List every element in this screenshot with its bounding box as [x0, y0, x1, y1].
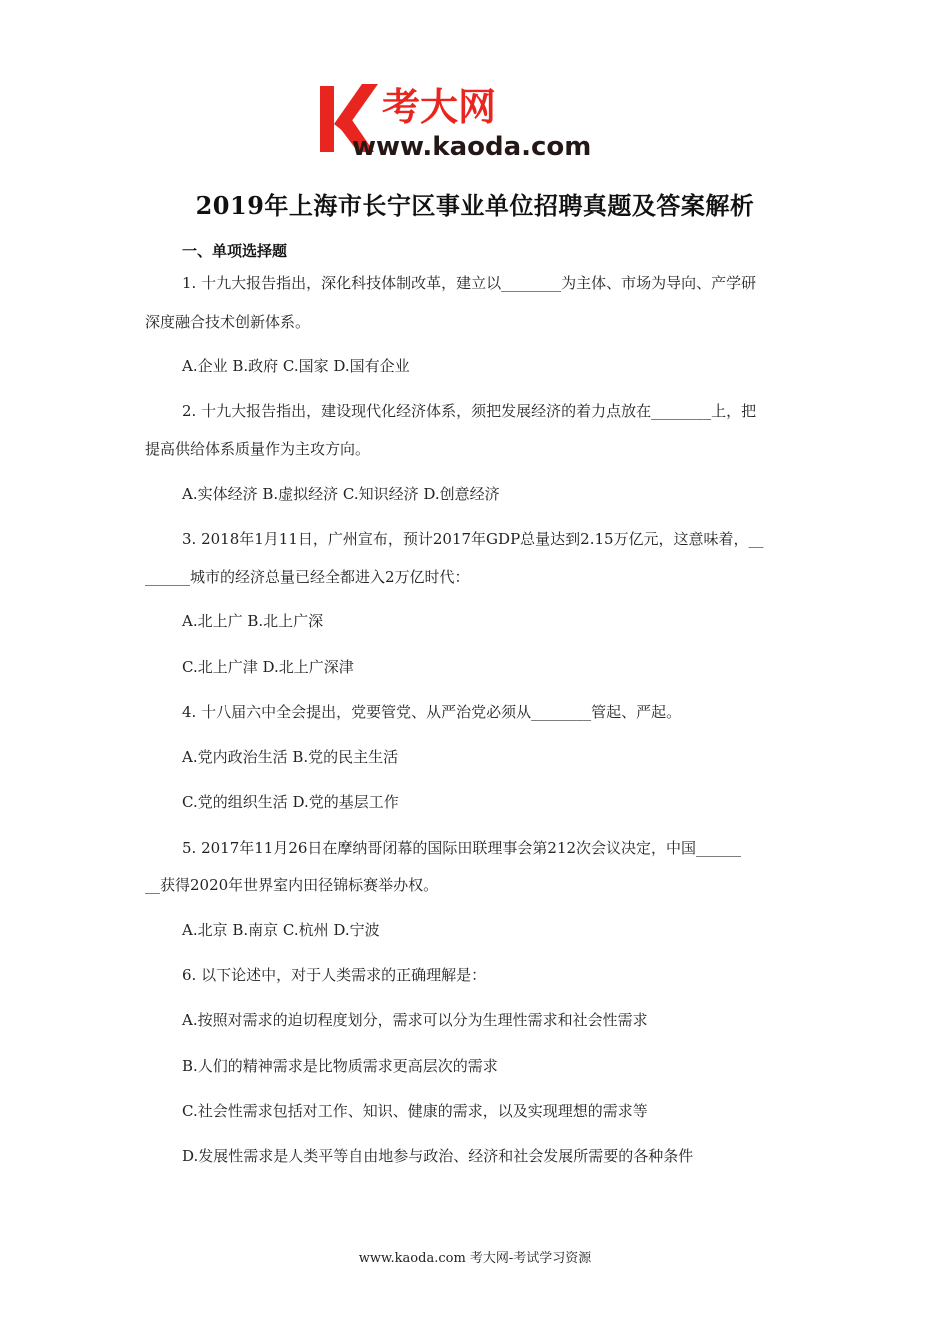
question-4-line-1: 4. 十八届六中全会提出，党要管党、从严治党必须从________管起、严起。 — [182, 703, 682, 721]
question-2-line-1: 2. 十九大报告指出，建设现代化经济体系，须把发展经济的着力点放在________上，把 — [182, 402, 757, 420]
question-2-options: A.实体经济 B.虚拟经济 C.知识经济 D.创意经济 — [182, 485, 500, 503]
question-5-options: A.北京 B.南京 C.杭州 D.宁波 — [182, 921, 380, 939]
question-1-options: A.企业 B.政府 C.国家 D.国有企业 — [182, 357, 410, 375]
document-title: 2019年上海市长宁区事业单位招聘真题及答案解析 — [195, 191, 755, 220]
question-6-line-1: 6. 以下论述中，对于人类需求的正确理解是： — [182, 966, 487, 984]
kaoda-logo-graphic — [318, 80, 638, 160]
question-6-option-c: C.社会性需求包括对工作、知识、健康的需求，以及实现理想的需求等 — [182, 1102, 648, 1120]
logo-k-stem — [320, 86, 334, 152]
kaoda-logo — [318, 80, 638, 160]
question-5-line-1: 5. 2017年11月26日在摩纳哥闭幕的国际田联理事会第212次会议决定，中国______ — [182, 839, 742, 857]
logo-url-text: www.kaoda.com — [352, 132, 592, 160]
question-3-options-2: C.北上广津 D.北上广深津 — [182, 658, 354, 676]
question-3-options-1: A.北上广 B.北上广深 — [182, 612, 324, 630]
question-1-line-2: 深度融合技术创新体系。 — [145, 313, 311, 331]
question-4-options-2: C.党的组织生活 D.党的基层工作 — [182, 793, 399, 811]
logo-k-arm — [334, 84, 378, 132]
question-6-option-a: A.按照对需求的迫切程度划分，需求可以分为生理性需求和社会性需求 — [182, 1011, 648, 1029]
question-6-option-d: D.发展性需求是人类平等自由地参与政治、经济和社会发展所需要的各种条件 — [182, 1147, 694, 1165]
logo-brand-cn: 考大网 — [382, 85, 497, 129]
question-6-option-b: B.人们的精神需求是比物质需求更高层次的需求 — [182, 1057, 498, 1075]
question-4-options-1: A.党内政治生活 B.党的民主生活 — [182, 748, 399, 766]
question-3-line-2: ______城市的经济总量已经全都进入2万亿时代： — [145, 568, 470, 586]
question-2-line-2: 提高供给体系质量作为主攻方向。 — [145, 440, 371, 458]
question-1-line-1: 1. 十九大报告指出，深化科技体制改革，建立以________为主体、市场为导向、产学研 — [182, 274, 757, 292]
page-footer: www.kaoda.com 考大网-考试学习资源 — [358, 1251, 592, 1266]
question-5-line-2: __获得2020年世界室内田径锦标赛举办权。 — [145, 876, 439, 894]
section-heading: 一、单项选择题 — [182, 242, 288, 260]
question-3-line-1: 3. 2018年1月11日，广州宣布，预计2017年GDP总量达到2.15万亿元，这意味着，__ — [182, 530, 764, 548]
